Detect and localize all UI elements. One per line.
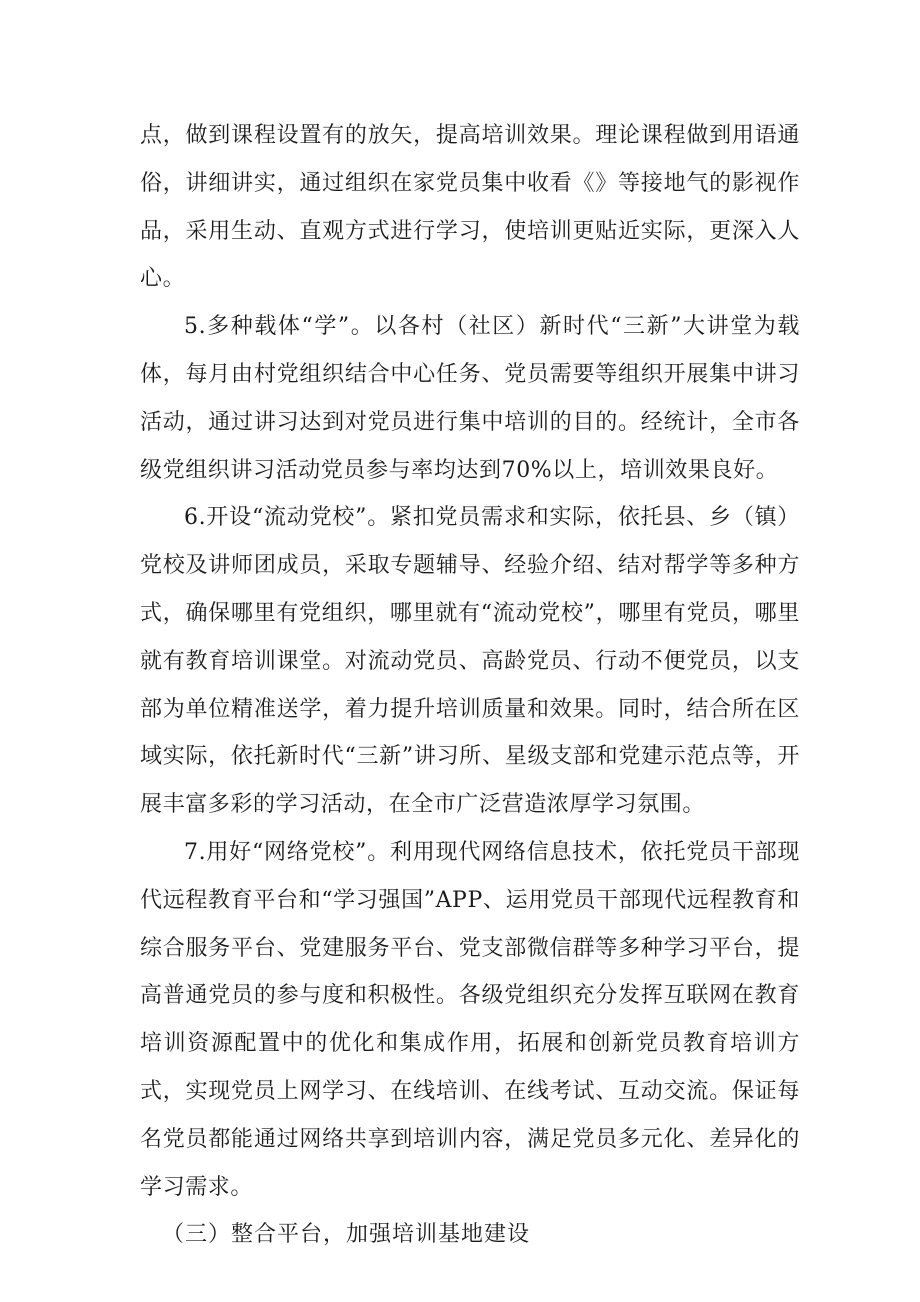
paragraph-continued: 点，做到课程设置有的放矢，提高培训效果。理论课程做到用语通俗，讲细讲实，通过组织在家党员集中收看《》等接地气的影视作品，采用生动、直观方式进行学习，使培训更贴近实际，更深入人心。 bbox=[140, 123, 800, 292]
section-heading: （三）整合平台，加强培训基地建设 bbox=[162, 1222, 531, 1248]
paragraph-item-5: 5.多种载体“学”。以各村（社区）新时代“三新”大讲堂为载体，每月由村党组织结合中心任务、党员需要等组织开展集中讲习活动，通过讲习达到对党员进行集中培训的目的。经统计，全市各级党组织讲习活动党员参与率均达到70%以上，培训效果良好。 bbox=[140, 314, 800, 483]
document-body bbox=[140, 112, 800, 1259]
paragraph-item-6: 6.开设“流动党校”。紧扣党员需求和实际，依托县、乡（镇）党校及讲师团成员，采取专题辅导、经验介绍、结对帮学等多种方式，确保哪里有党组织，哪里就有“流动党校”，哪里有党员，哪里就有教育培训课堂。对流动党员、高龄党员、行动不便党员，以支部为单位精准送学，着力提升培训质量和效果。同时，结合所在区域实际，依托新时代“三新”讲习所、星级支部和党建示范点等，开展丰富多彩的学习活动，在全市广泛营造浓厚学习氛围。 bbox=[140, 505, 800, 818]
paragraph-item-7: 7.用好“网络党校”。利用现代网络信息技术，依托党员干部现代远程教育平台和“学习强国”APP、运用党员干部现代远程教育和综合服务平台、党建服务平台、党支部微信群等多种学习平台，提高普通党员的参与度和积极性。各级党组织充分发挥互联网在教育培训资源配置中的优化和集成作用，拓展和创新党员教育培训方式，实现党员上网学习、在线培训、在线考试、互动交流。保证每名党员都能通过网络共享到培训内容，满足党员多元化、差异化的学习需求。 bbox=[140, 839, 800, 1200]
